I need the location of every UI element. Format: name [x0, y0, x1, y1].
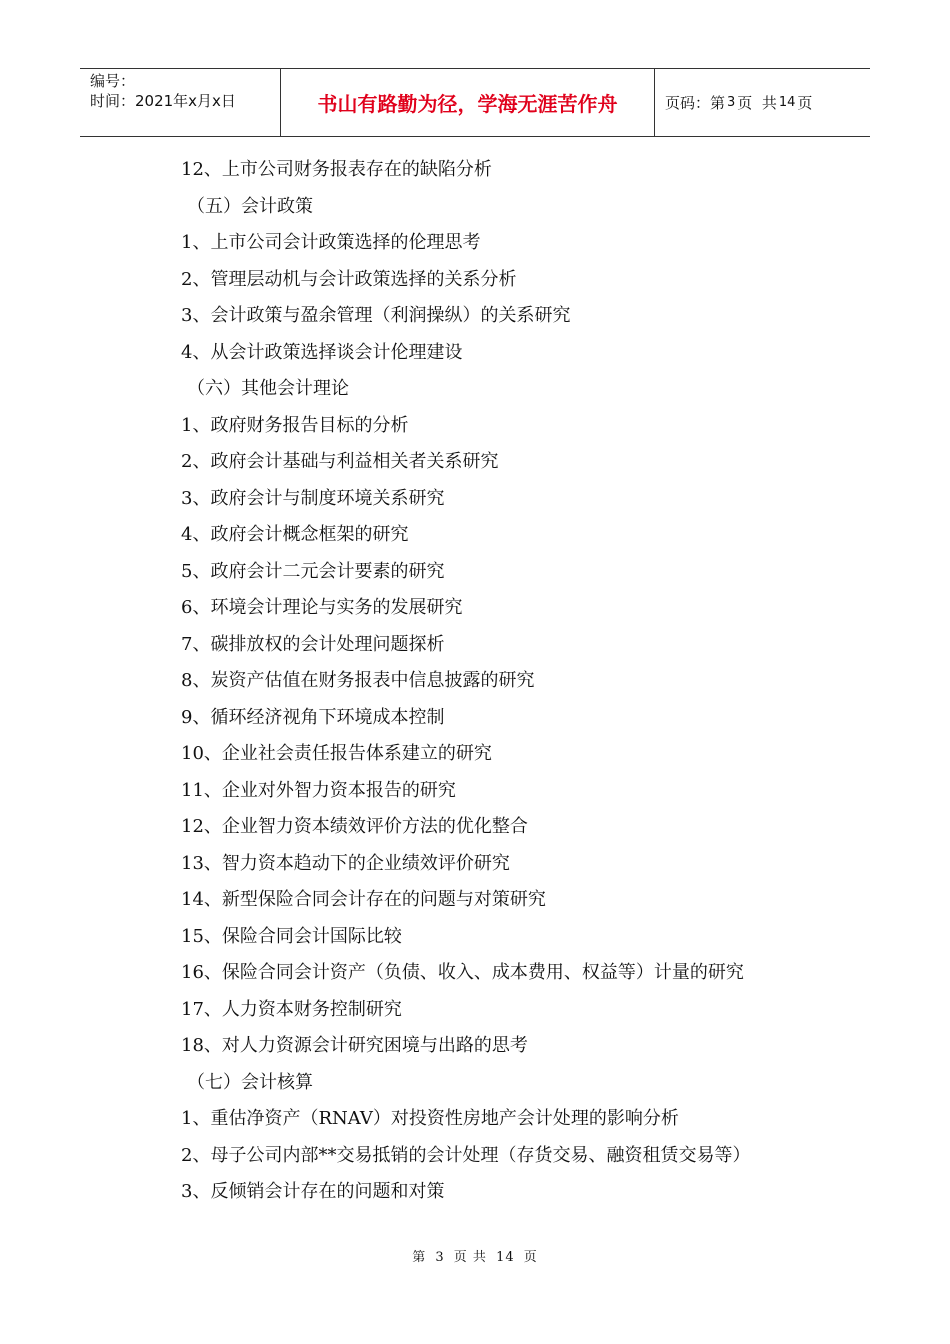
- list-item: 1、政府财务报告目标的分析: [181, 414, 409, 436]
- list-item: 5、政府会计二元会计要素的研究: [181, 560, 445, 582]
- section-heading: （七）会计核算: [187, 1071, 313, 1093]
- list-item: 3、政府会计与制度环境关系研究: [181, 487, 445, 509]
- header-meta: [80, 69, 281, 136]
- list-item: 8、炭资产估值在财务报表中信息披露的研究: [181, 670, 535, 691]
- list-item: 10、企业社会责任报告体系建立的研究: [181, 743, 492, 764]
- footer-prefix: 第: [412, 1250, 427, 1265]
- list-item: 13、智力资本趋动下的企业绩效评价研究: [181, 852, 510, 874]
- list-item: 12、企业智力资本绩效评价方法的优化整合: [181, 816, 528, 837]
- list-item: 6、环境会计理论与实务的发展研究: [181, 597, 463, 618]
- list-item: 2、母子公司内部**交易抵销的会计处理（存货交易、融资租赁交易等）: [181, 1144, 751, 1166]
- topic-list: [181, 152, 821, 1211]
- section-heading: （五）会计政策: [187, 195, 313, 217]
- list-item: 2、政府会计基础与利益相关者关系研究: [181, 451, 499, 472]
- list-item: 7、碳排放权的会计处理问题探析: [181, 633, 445, 655]
- section-heading: （六）其他会计理论: [187, 378, 349, 399]
- list-item: 14、新型保险合同会计存在的问题与对策研究: [181, 889, 546, 910]
- header-motto: 书山有路勤为径，学海无涯苦作舟: [281, 69, 655, 136]
- page-current: 3: [727, 95, 736, 110]
- list-item: 15、保险合同会计国际比较: [181, 925, 402, 947]
- list-item: 2、管理层动机与会计政策选择的关系分析: [181, 268, 517, 290]
- list-item: 17、人力资本财务控制研究: [181, 998, 402, 1020]
- footer-mid: 页 共: [453, 1250, 487, 1265]
- page-header: [80, 68, 870, 137]
- list-item: 4、从会计政策选择谈会计伦理建设: [181, 341, 463, 363]
- footer-total: 14: [496, 1250, 515, 1265]
- page-footer: [0, 1246, 950, 1265]
- page-suffix: 页: [797, 94, 813, 112]
- list-item: 12、上市公司财务报表存在的缺陷分析: [181, 159, 492, 180]
- footer-suffix: 页: [523, 1250, 538, 1265]
- list-item: 16、保险合同会计资产（负债、收入、成本费用、权益等）计量的研究: [181, 962, 744, 983]
- list-item: 4、政府会计概念框架的研究: [181, 524, 409, 545]
- list-item: 9、循环经济视角下环境成本控制: [181, 706, 445, 728]
- list-item: 1、重估净资产（RNAV）对投资性房地产会计处理的影响分析: [181, 1108, 679, 1129]
- page-total: 14: [778, 95, 796, 110]
- header-page-number: [655, 69, 870, 136]
- list-item: 11、企业对外智力资本报告的研究: [181, 779, 456, 801]
- list-item: 3、反倾销会计存在的问题和对策: [181, 1181, 445, 1202]
- footer-current: 3: [435, 1250, 445, 1265]
- list-item: 1、上市公司会计政策选择的伦理思考: [181, 232, 481, 253]
- list-item: 18、对人力资源会计研究困境与出路的思考: [181, 1035, 528, 1056]
- page-prefix: 页码：第: [665, 94, 726, 112]
- page-mid: 页 共: [737, 94, 777, 112]
- list-item: 3、会计政策与盈余管理（利润操纵）的关系研究: [181, 305, 571, 326]
- document-code-label: 编号：: [90, 72, 136, 90]
- document-time: 时间：2021年x月x日: [90, 92, 236, 110]
